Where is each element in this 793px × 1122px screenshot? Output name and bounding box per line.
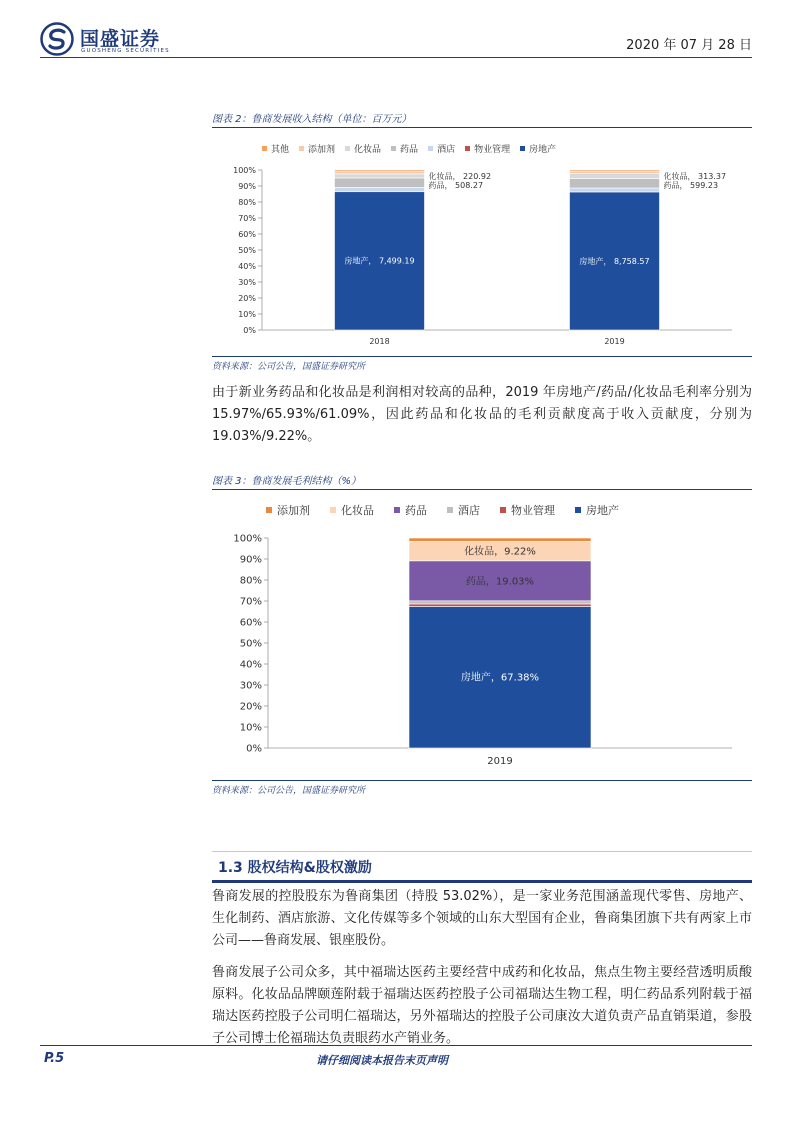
x-tick-label: 2019	[604, 337, 625, 346]
section-underline	[212, 880, 752, 883]
gross-profit-structure-chart	[212, 526, 752, 776]
y-tick-label: 40%	[239, 659, 262, 671]
data-label: 药品， 599.23	[663, 181, 719, 190]
y-tick-label: 10%	[238, 309, 256, 319]
revenue-structure-chart	[212, 160, 752, 350]
legend-item: 化妆品	[345, 142, 381, 155]
legend-item: 添加剂	[299, 142, 335, 155]
data-label: 药品，19.03%	[465, 576, 535, 588]
bar-segment-酒店	[570, 188, 660, 192]
legend-item: 物业管理	[500, 502, 555, 518]
data-label: 房地产， 7,499.19	[344, 256, 415, 266]
footer-rule	[40, 1045, 752, 1046]
y-tick-label: 70%	[238, 213, 256, 223]
y-tick-label: 30%	[239, 680, 262, 692]
y-tick-label: 80%	[238, 197, 256, 207]
figure3-top-rule	[212, 489, 752, 490]
figure3-bottom-rule	[212, 780, 752, 781]
legend-item: 酒店	[428, 142, 455, 155]
page-number: P.5	[44, 1051, 65, 1066]
y-tick-label: 20%	[239, 701, 262, 713]
guosheng-logo-icon	[40, 22, 74, 56]
body-paragraph: 鲁商发展的控股股东为鲁商集团（持股 53.02%），是一家业务范围涵盖现代零售、房地产、生化制药、酒店旅游、文化传媒等多个领域的山东大型国有企业，鲁商集团旗下共有两家上市公司——鲁商发展、银座股份。	[212, 889, 752, 948]
brand-name: 国盛证券	[80, 28, 161, 50]
legend-item: 物业管理	[465, 142, 510, 155]
figure2-source: 资料来源：公司公告，国盛证券研究所	[212, 362, 366, 372]
figure3-source: 资料来源：公司公告，国盛证券研究所	[212, 786, 366, 796]
bar-segment-化妆品	[335, 174, 425, 178]
y-tick-label: 90%	[239, 554, 262, 566]
section-title: 1.3 股权结构&股权激励	[218, 860, 372, 876]
y-tick-label: 50%	[238, 245, 256, 255]
legend-item: 化妆品	[330, 502, 374, 518]
legend-item: 添加剂	[266, 502, 310, 518]
bar-segment-药品	[570, 179, 660, 188]
y-tick-label: 90%	[238, 181, 256, 191]
y-tick-label: 80%	[239, 575, 262, 587]
figure2-bottom-rule	[212, 356, 752, 357]
y-tick-label: 0%	[246, 743, 262, 755]
body-paragraph: 鲁商发展子公司众多，其中福瑞达医药主要经营中成药和化妆品，焦点生物主要经营透明质酸原料。化妆品品牌颐莲附载于福瑞达医药控股子公司福瑞达生物工程，明仁药品系列附载于福瑞达医药控股子公司明仁福瑞达，另外福瑞达的控股子公司康汝大道负责产品直销渠道，参股子公司博士伦福瑞达负责眼药水产销业务。	[212, 965, 752, 1046]
y-tick-label: 50%	[239, 638, 262, 650]
x-tick-label: 2018	[369, 337, 390, 346]
y-tick-label: 0%	[243, 325, 256, 335]
bar-segment-药品	[335, 178, 425, 187]
chart2-legend	[266, 502, 639, 518]
data-label: 房地产，67.38%	[460, 672, 540, 684]
bar-segment-物业管理	[409, 604, 591, 607]
body-paragraph: 由于新业务药品和化妆品是利润相对较高的品种，2019 年房地产/药品/化妆品毛利率分别为 15.97%/65.93%/61.09%，因此药品和化妆品的毛利贡献度高于收入贡献度，分别为 19.03%/9.22%。	[212, 385, 752, 444]
y-tick-label: 30%	[238, 277, 256, 287]
data-label: 化妆品， 313.37	[663, 172, 727, 181]
legend-item: 酒店	[447, 502, 480, 518]
legend-item: 房地产	[575, 502, 619, 518]
bar-segment-化妆品	[570, 174, 660, 179]
page-header	[40, 20, 752, 58]
y-tick-label: 100%	[233, 165, 256, 175]
bar-segment-添加剂	[335, 172, 425, 174]
bar-segment-其他	[570, 170, 660, 172]
data-label: 房地产， 8,758.57	[579, 256, 650, 266]
data-label: 化妆品， 220.92	[428, 172, 492, 181]
y-tick-label: 100%	[233, 533, 262, 545]
y-tick-label: 20%	[238, 293, 256, 303]
disclaimer-note: 请仔细阅读本报告末页声明	[316, 1054, 448, 1067]
data-label: 化妆品，9.22%	[464, 546, 536, 558]
legend-item: 其他	[262, 142, 289, 155]
bar-segment-其他	[335, 170, 425, 172]
data-label: 药品， 508.27	[428, 181, 484, 190]
bar-segment-酒店	[335, 187, 425, 191]
y-tick-label: 10%	[239, 722, 262, 734]
bar-segment-酒店	[409, 601, 591, 604]
figure2-title: 图表 2：鲁商发展收入结构（单位：百万元）	[212, 114, 412, 125]
y-tick-label: 60%	[239, 617, 262, 629]
y-tick-label: 60%	[238, 229, 256, 239]
x-tick-label: 2019	[487, 756, 513, 767]
figure3-title: 图表 3：鲁商发展毛利结构（%）	[212, 476, 362, 487]
legend-item: 房地产	[520, 142, 556, 155]
bar-segment-添加剂	[570, 172, 660, 174]
chart1-legend	[262, 142, 566, 155]
report-date: 2020 年 07 月 28 日	[626, 38, 752, 53]
y-tick-label: 40%	[238, 261, 256, 271]
legend-item: 药品	[394, 502, 427, 518]
brand-subtitle: GUOSHENG SECURITIES	[81, 48, 170, 54]
figure2-top-rule	[212, 127, 752, 128]
legend-item: 药品	[391, 142, 418, 155]
section-divider	[212, 851, 752, 852]
bar-segment-添加剂	[409, 538, 591, 541]
y-tick-label: 70%	[239, 596, 262, 608]
